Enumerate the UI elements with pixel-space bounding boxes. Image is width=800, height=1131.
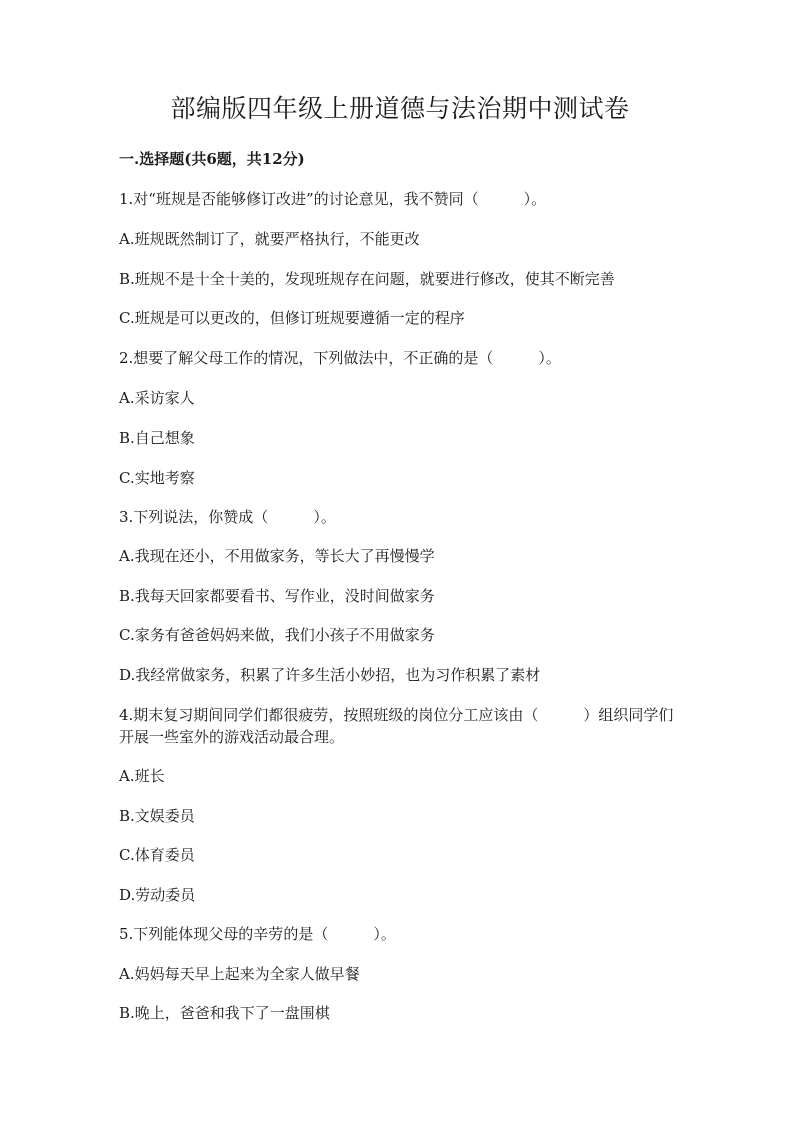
question-2-option-b: B.自己想象 [119,429,195,447]
question-2-option-c: C.实地考察 [119,469,195,487]
exam-title: 部编版四年级上册道德与法治期中测试卷 [170,94,630,123]
question-4-option-c: C.体育委员 [119,846,195,864]
question-2-option-a: A.采访家人 [119,389,195,407]
question-4-option-b: B.文娱委员 [119,807,195,825]
question-1-stem: 1.对“班规是否能够修订改进”的讨论意见，我不赞同（ ）。 [119,190,547,208]
question-4-stem: 4.期末复习期间同学们都很疲劳，按照班级的岗位分工应该由（ ）组织同学们开展一些室外的游戏活动最合理。 [119,706,674,746]
question-3-stem: 3.下列说法，你赞成（ ）。 [119,508,336,526]
question-4-option-a: A.班长 [119,767,165,785]
question-3-option-d: D.我经常做家务，积累了许多生活小妙招，也为习作积累了素材 [119,666,541,684]
section-heading: 一.选择题(共6题，共12分) [119,150,305,168]
question-5-stem: 5.下列能体现父母的辛劳的是（ ）。 [119,925,396,943]
question-5-option-b: B.晚上，爸爸和我下了一盘围棋 [119,1004,330,1022]
question-1-option-c: C.班规是可以更改的，但修订班规要遵循一定的程序 [119,309,465,327]
question-3-option-c: C.家务有爸爸妈妈来做，我们小孩子不用做家务 [119,626,435,644]
question-3-option-b: B.我每天回家都要看书、写作业，没时间做家务 [119,587,435,605]
question-2-stem: 2.想要了解父母工作的情况，下列做法中，不正确的是（ ）。 [119,349,561,367]
question-5-option-a: A.妈妈每天早上起来为全家人做早餐 [119,965,360,983]
question-4-option-d: D.劳动委员 [119,886,196,904]
question-1-option-b: B.班规不是十全十美的，发现班规存在问题，就要进行修改，使其不断完善 [119,270,615,288]
question-3-option-a: A.我现在还小，不用做家务，等长大了再慢慢学 [119,547,435,565]
question-1-option-a: A.班规既然制订了，就要严格执行，不能更改 [119,230,420,248]
